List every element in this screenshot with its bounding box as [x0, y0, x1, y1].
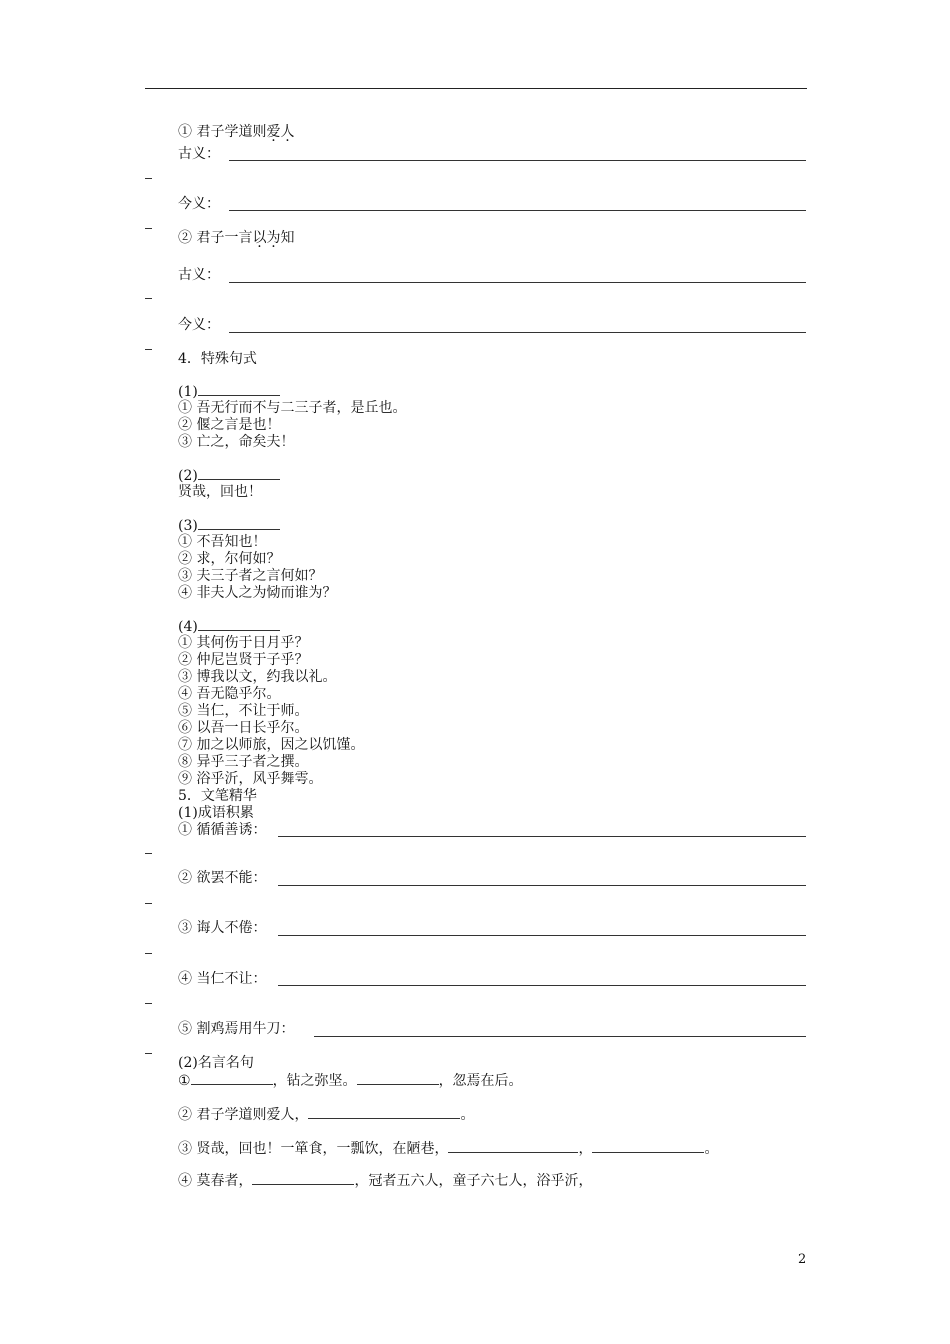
ancient-meaning-answer-line[interactable]: [229, 282, 806, 283]
pattern-blank[interactable]: [198, 383, 280, 396]
quote-blank[interactable]: [357, 1072, 439, 1085]
quote-blank[interactable]: [308, 1106, 460, 1119]
header-rule: [145, 88, 807, 89]
quote-blank[interactable]: [448, 1140, 578, 1153]
list-item: ⑥ 以吾一日长乎尔。: [178, 720, 309, 736]
ancient-meaning-answer-line[interactable]: [229, 160, 806, 161]
margin-dash: [145, 349, 152, 350]
vocab-item-1-text: ① 君子学道则: [178, 124, 267, 140]
modern-meaning-answer-line[interactable]: [229, 210, 806, 211]
quote-text: ② 君子学道则爱人，: [178, 1107, 309, 1123]
idiom-answer-line[interactable]: [314, 1036, 806, 1037]
list-item: ① 吾无行而不与二三子者，是丘也。: [178, 400, 407, 416]
idiom-answer-line[interactable]: [278, 836, 806, 837]
margin-dash: [145, 853, 152, 854]
group-number: (2): [178, 468, 198, 484]
idiom-answer-line[interactable]: [278, 985, 806, 986]
idioms-subtitle: (1)成语积累: [178, 805, 254, 821]
list-item: ③ 亡之，命矣夫！: [178, 434, 295, 450]
idiom-label: ④ 当仁不让：: [178, 971, 267, 987]
group-number: (3): [178, 518, 198, 534]
quote-text: ，钻之弥坚。: [272, 1073, 357, 1089]
vocab-item-2: [178, 230, 294, 247]
pattern-group-4-label: [178, 618, 280, 636]
list-item: ⑧ 异乎三子者之撰。: [178, 754, 309, 770]
pattern-group-1-label: [178, 383, 280, 401]
quote-item-1: [178, 1072, 523, 1090]
list-item: ⑨ 浴乎沂，风乎舞雩。: [178, 771, 323, 787]
margin-dash: [145, 298, 152, 299]
quote-text: 。: [704, 1141, 719, 1157]
list-item: ③ 博我以文，约我以礼。: [178, 669, 337, 685]
pattern-group-3-label: [178, 517, 280, 535]
idiom-label: ① 循循善诱：: [178, 822, 267, 838]
quote-item-2: [178, 1106, 474, 1124]
quote-text: 。: [460, 1107, 475, 1123]
quotes-subtitle: (2)名言名句: [178, 1055, 254, 1071]
list-item: ② 偃之言是也！: [178, 417, 281, 433]
vocab-item-1: [178, 124, 294, 141]
emphasis-char: 爱: [266, 124, 281, 140]
list-item: ① 不吾知也！: [178, 534, 267, 550]
pattern-blank[interactable]: [198, 618, 280, 631]
group-number: (4): [178, 619, 198, 635]
section-4-title: 4．特殊句式: [178, 351, 257, 367]
list-item: ⑤ 当仁，不让于师。: [178, 703, 309, 719]
quote-item-3: [178, 1140, 718, 1158]
modern-meaning-label: 今义：: [178, 317, 220, 333]
list-item: ② 仲尼岂贤于子乎？: [178, 652, 309, 668]
list-item: ① 其何伤于日月乎？: [178, 635, 309, 651]
margin-dash: [145, 228, 152, 229]
quote-text: ④ 莫春者，: [178, 1173, 253, 1189]
list-item: 贤哉，回也！: [178, 484, 262, 500]
quote-number: ①: [178, 1073, 191, 1089]
list-item: ④ 非夫人之为恸而谁为？: [178, 585, 337, 601]
margin-dash: [145, 1053, 152, 1054]
margin-dash: [145, 953, 152, 954]
emphasis-char: 以: [252, 230, 267, 246]
quote-text: ③ 贤哉，回也！一箪食，一瓢饮，在陋巷，: [178, 1141, 449, 1157]
idiom-answer-line[interactable]: [278, 935, 806, 936]
quote-text: ，: [578, 1141, 593, 1157]
emphasis-char: 为: [266, 230, 281, 246]
margin-dash: [145, 903, 152, 904]
group-number: (1): [178, 384, 198, 400]
list-item: ② 求，尔何如？: [178, 551, 281, 567]
section-5-title: 5．文笔精华: [178, 788, 257, 804]
page-number: 2: [798, 1252, 807, 1267]
ancient-meaning-label: 古义：: [178, 146, 220, 162]
margin-dash: [145, 1003, 152, 1004]
pattern-blank[interactable]: [198, 467, 280, 480]
modern-meaning-answer-line[interactable]: [229, 332, 806, 333]
margin-dash: [145, 178, 152, 179]
vocab-item-2-tail: 知: [280, 230, 295, 246]
pattern-blank[interactable]: [198, 517, 280, 530]
modern-meaning-label: 今义：: [178, 196, 220, 212]
quote-text: ，冠者五六人，童子六七人，浴乎沂，: [354, 1173, 593, 1189]
quote-text: ，忽焉在后。: [438, 1073, 523, 1089]
quote-blank[interactable]: [592, 1140, 704, 1153]
idiom-label: ② 欲罢不能：: [178, 870, 267, 886]
idiom-answer-line[interactable]: [278, 885, 806, 886]
idiom-label: ③ 诲人不倦：: [178, 920, 267, 936]
quote-blank[interactable]: [252, 1172, 354, 1185]
pattern-group-2-label: [178, 467, 280, 485]
list-item: ⑦ 加之以师旅，因之以饥馑。: [178, 737, 365, 753]
emphasis-char: 人: [280, 124, 295, 140]
vocab-item-2-text: ② 君子一言: [178, 230, 253, 246]
idiom-label: ⑤ 割鸡焉用牛刀：: [178, 1021, 295, 1037]
quote-item-4: [178, 1172, 592, 1190]
ancient-meaning-label: 古义：: [178, 267, 220, 283]
list-item: ④ 吾无隐乎尔。: [178, 686, 281, 702]
list-item: ③ 夫三子者之言何如？: [178, 568, 323, 584]
quote-blank[interactable]: [191, 1072, 273, 1085]
